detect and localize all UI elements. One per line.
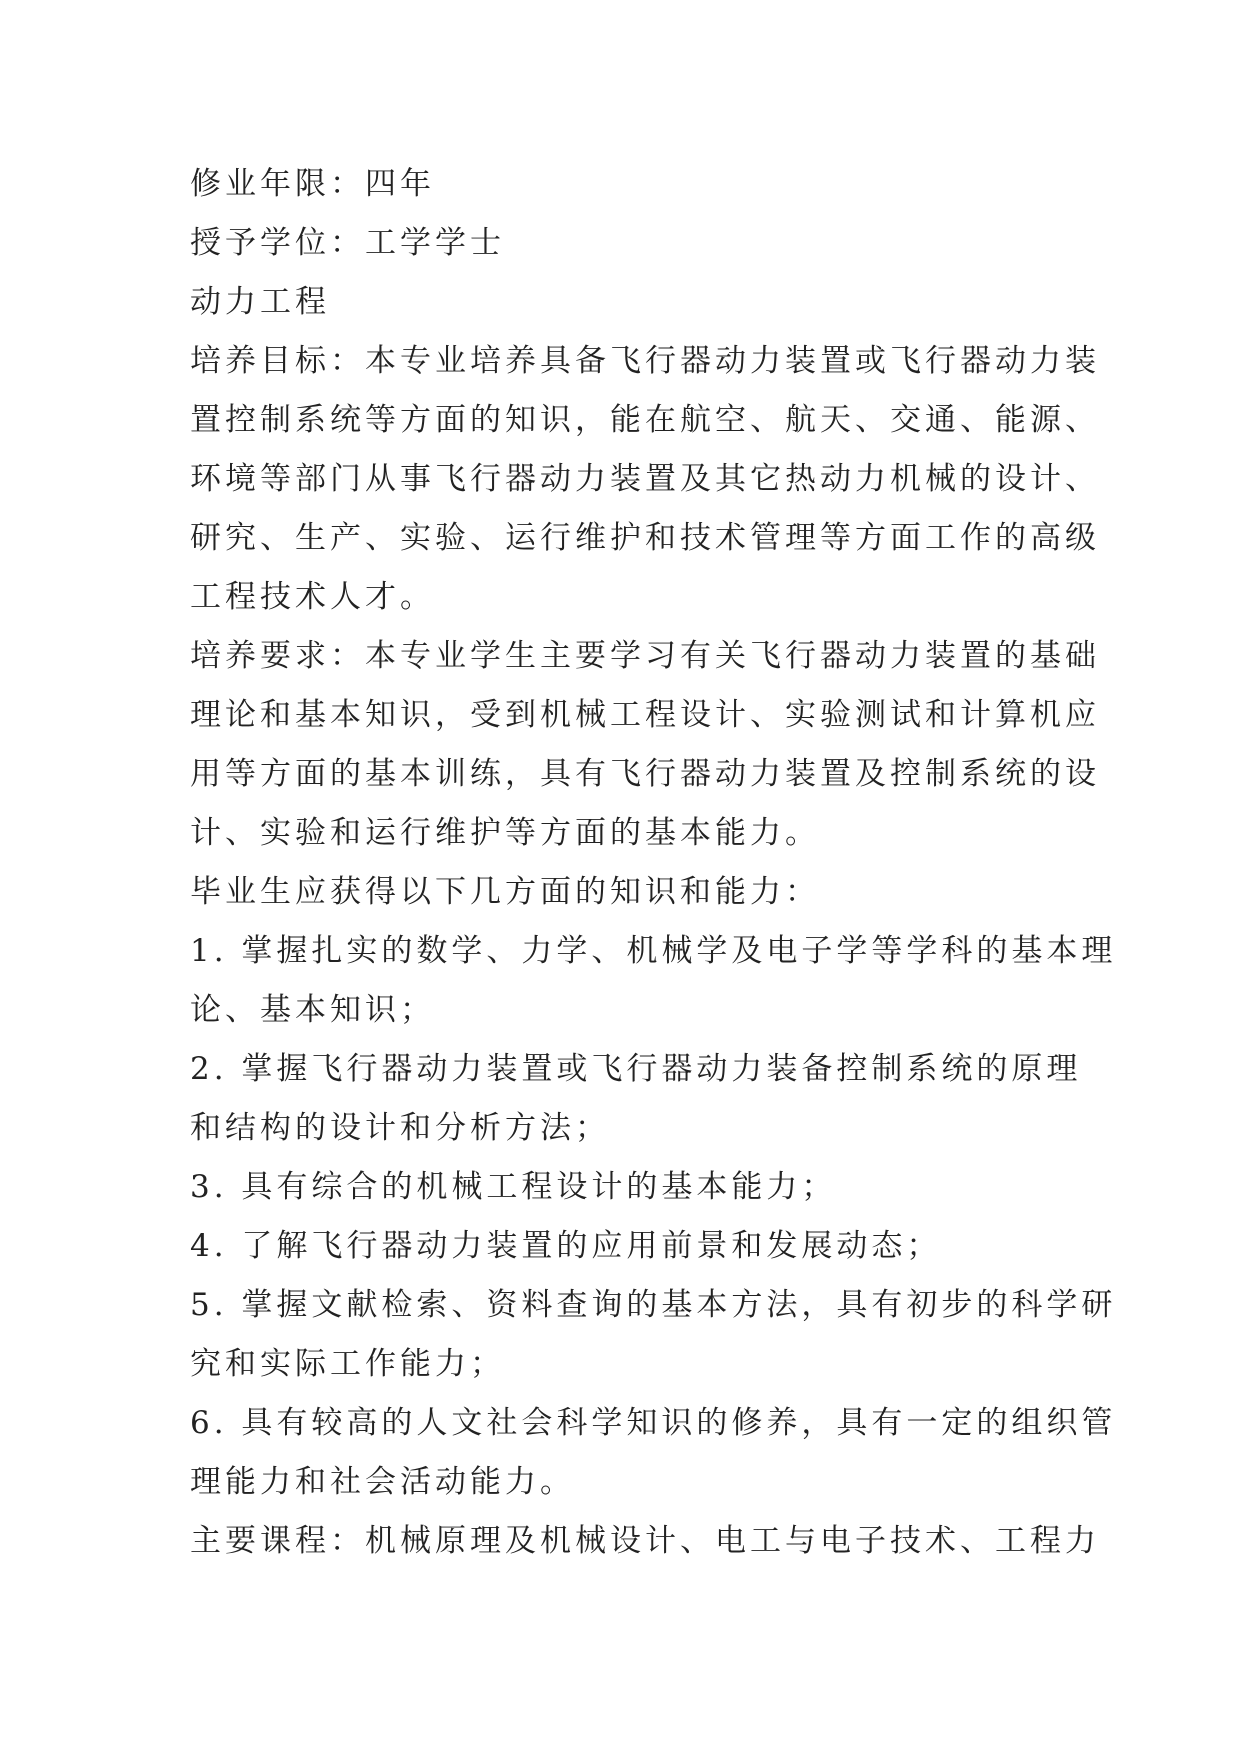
list-item-5: 5. 掌握文献检索、资料查询的基本方法，具有初步的科学研 — [190, 1287, 1117, 1323]
text-line-abilities-intro: 毕业生应获得以下几方面的知识和能力： — [190, 874, 820, 910]
document-body — [190, 155, 1117, 1571]
text-line-degree: 授予学位：工学学士 — [190, 225, 505, 261]
text-line-objective: 研究、生产、实验、运行维护和技术管理等方面工作的高级 — [190, 520, 1100, 556]
list-item-2: 2. 掌握飞行器动力装置或飞行器动力装备控制系统的原理 — [190, 1051, 1082, 1087]
list-item-2-cont: 和结构的设计和分析方法； — [190, 1110, 610, 1146]
text-line-requirement: 培养要求：本专业学生主要学习有关飞行器动力装置的基础 — [190, 638, 1100, 674]
text-line-requirement: 用等方面的基本训练，具有飞行器动力装置及控制系统的设 — [190, 756, 1100, 792]
text-line-main-courses: 主要课程：机械原理及机械设计、电工与电子技术、工程力 — [190, 1523, 1100, 1559]
text-line-objective: 置控制系统等方面的知识，能在航空、航天、交通、能源、 — [190, 402, 1100, 438]
list-item-4: 4. 了解飞行器动力装置的应用前景和发展动态； — [190, 1228, 942, 1264]
text-line-study-years: 修业年限：四年 — [190, 166, 435, 202]
text-line-objective: 工程技术人才。 — [190, 579, 435, 615]
text-line-objective: 环境等部门从事飞行器动力装置及其它热动力机械的设计、 — [190, 461, 1100, 497]
list-item-5-cont: 究和实际工作能力； — [190, 1346, 505, 1382]
list-item-1-cont: 论、基本知识； — [190, 992, 435, 1028]
list-item-3: 3. 具有综合的机械工程设计的基本能力； — [190, 1169, 837, 1205]
list-item-1: 1. 掌握扎实的数学、力学、机械学及电子学等学科的基本理 — [190, 933, 1117, 969]
text-line-major-title: 动力工程 — [190, 284, 330, 320]
list-item-6: 6. 具有较高的人文社会科学知识的修养，具有一定的组织管 — [190, 1405, 1117, 1441]
text-line-objective: 培养目标：本专业培养具备飞行器动力装置或飞行器动力装 — [190, 343, 1100, 379]
list-item-6-cont: 理能力和社会活动能力。 — [190, 1464, 575, 1500]
text-line-requirement: 理论和基本知识，受到机械工程设计、实验测试和计算机应 — [190, 697, 1100, 733]
text-line-requirement: 计、实验和运行维护等方面的基本能力。 — [190, 815, 820, 851]
